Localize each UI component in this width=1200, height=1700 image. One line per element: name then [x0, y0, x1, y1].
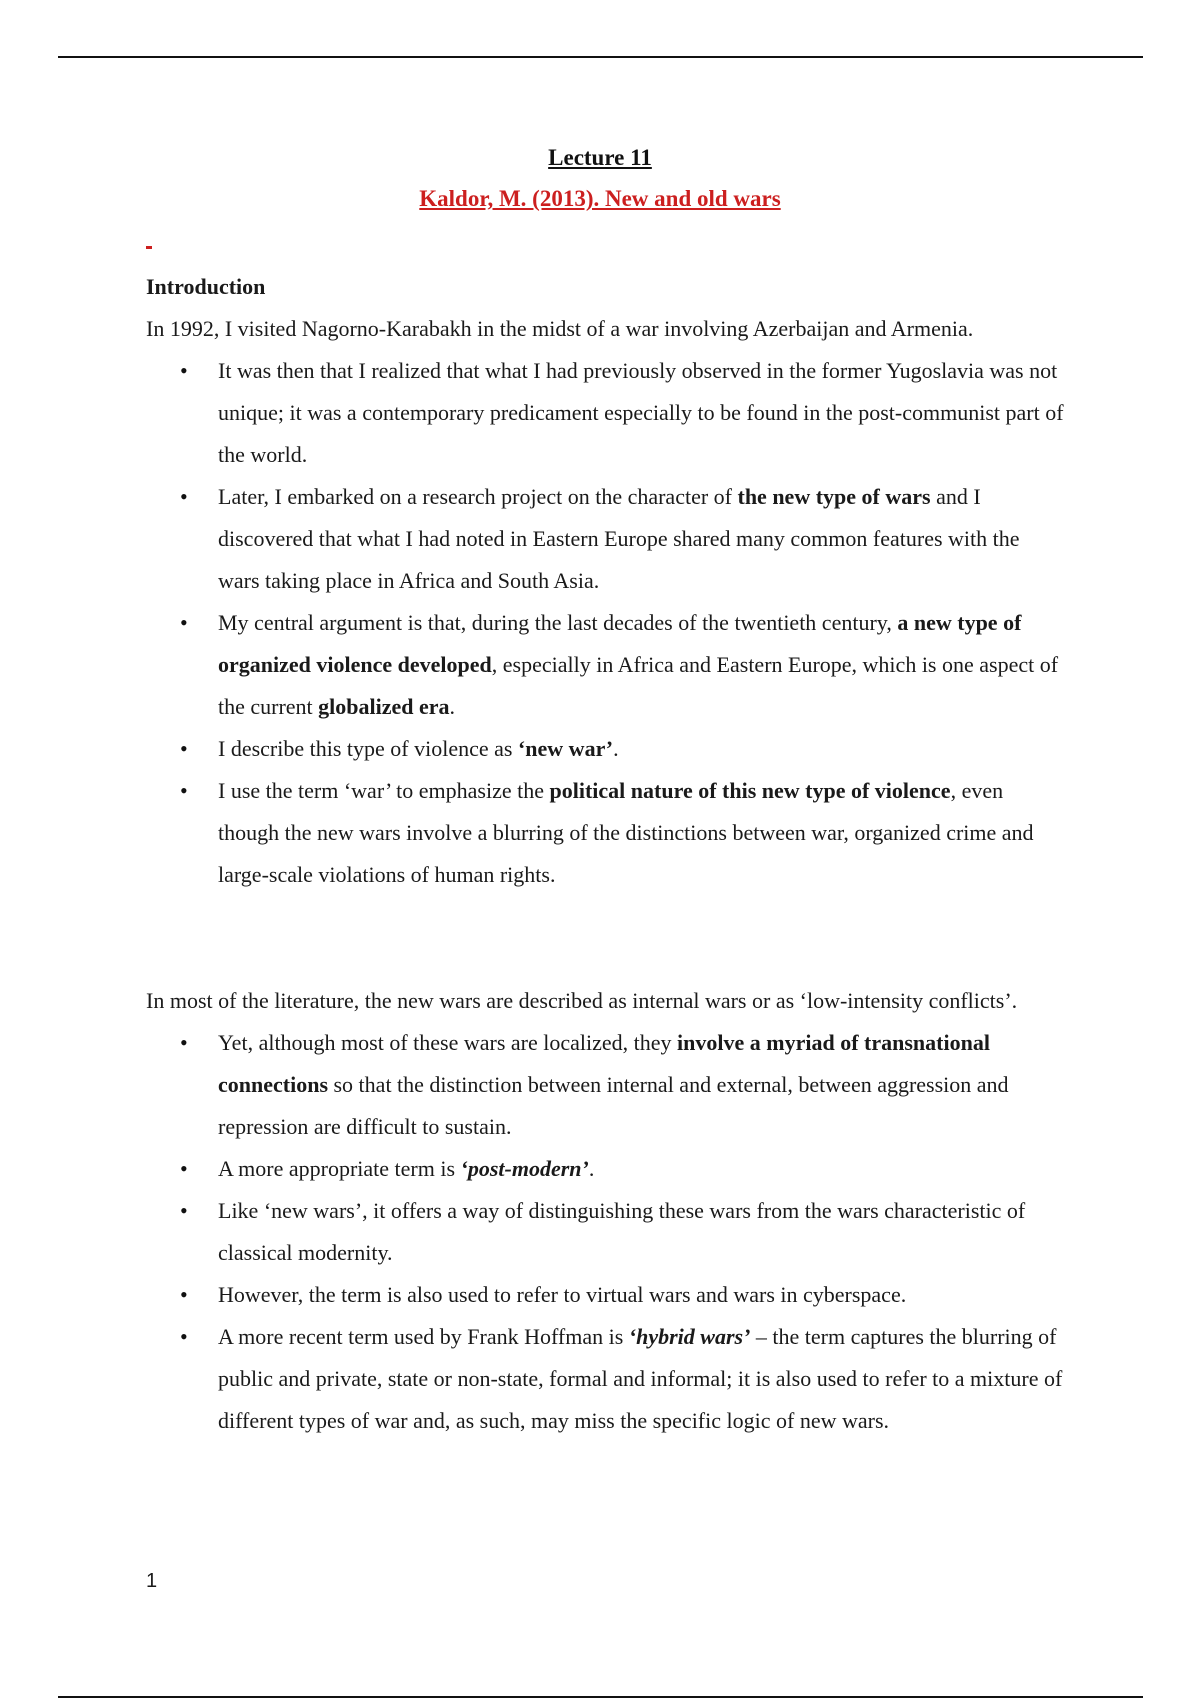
list-item: • I use the term ‘war’ to emphasize the political nature of this new type of violence, even though the new wars involve a blurring of the distinctions between war, organized crime and large-scale violations of human rights. [146, 770, 1066, 896]
list-item: • My central argument is that, during the last decades of the twentieth century, a new type of organized violence developed, especially in Africa and Eastern Europe, which is one aspect of the current globalized era. [146, 602, 1066, 728]
list-item: • Yet, although most of these wars are localized, they involve a myriad of transnational connections so that the distinction between internal and external, between aggression and repression are difficult to sustain. [146, 1022, 1066, 1148]
bottom-rule [58, 1696, 1143, 1698]
lecture-title: Lecture 11 [548, 145, 652, 170]
list-item: • A more recent term used by Frank Hoffman is ‘hybrid wars’ – the term captures the blurring of public and private, state or non-state, formal and informal; it is also used to refer to a mixture of different types of war and, as such, may miss the specific logic of new wars. [146, 1316, 1066, 1442]
document-body [146, 266, 1066, 896]
list-item: • I describe this type of violence as ‘new war’. [146, 728, 1066, 770]
intro-bullet-list [146, 350, 1066, 896]
red-dash-mark [146, 246, 152, 249]
literature-bullet-list [146, 1022, 1066, 1442]
list-item: • Later, I embarked on a research project on the character of the new type of wars and I discovered that what I had noted in Eastern Europe shared many common features with the wars taking place in Africa and South Asia. [146, 476, 1066, 602]
section-title: Introduction [146, 274, 266, 299]
list-item: • A more appropriate term is ‘post-modern’. [146, 1148, 1066, 1190]
top-rule [58, 56, 1143, 58]
reference-title: Kaldor, M. (2013). New and old wars [419, 186, 781, 211]
list-item: • It was then that I realized that what I had previously observed in the former Yugoslavia was not unique; it was a contemporary predicament especially to be found in the post-communist part of the world. [146, 350, 1066, 476]
page-number: 1 [146, 1570, 158, 1592]
list-item: • Like ‘new wars’, it offers a way of distinguishing these wars from the wars characteristic of classical modernity. [146, 1190, 1066, 1274]
intro-paragraph: In 1992, I visited Nagorno-Karabakh in the midst of a war involving Azerbaijan and Armenia. [146, 316, 974, 341]
literature-paragraph: In most of the literature, the new wars are described as internal wars or as ‘low-intensity conflicts’. [146, 988, 1018, 1013]
list-item: • However, the term is also used to refer to virtual wars and wars in cyberspace. [146, 1274, 1066, 1316]
literature-section [146, 980, 1066, 1442]
